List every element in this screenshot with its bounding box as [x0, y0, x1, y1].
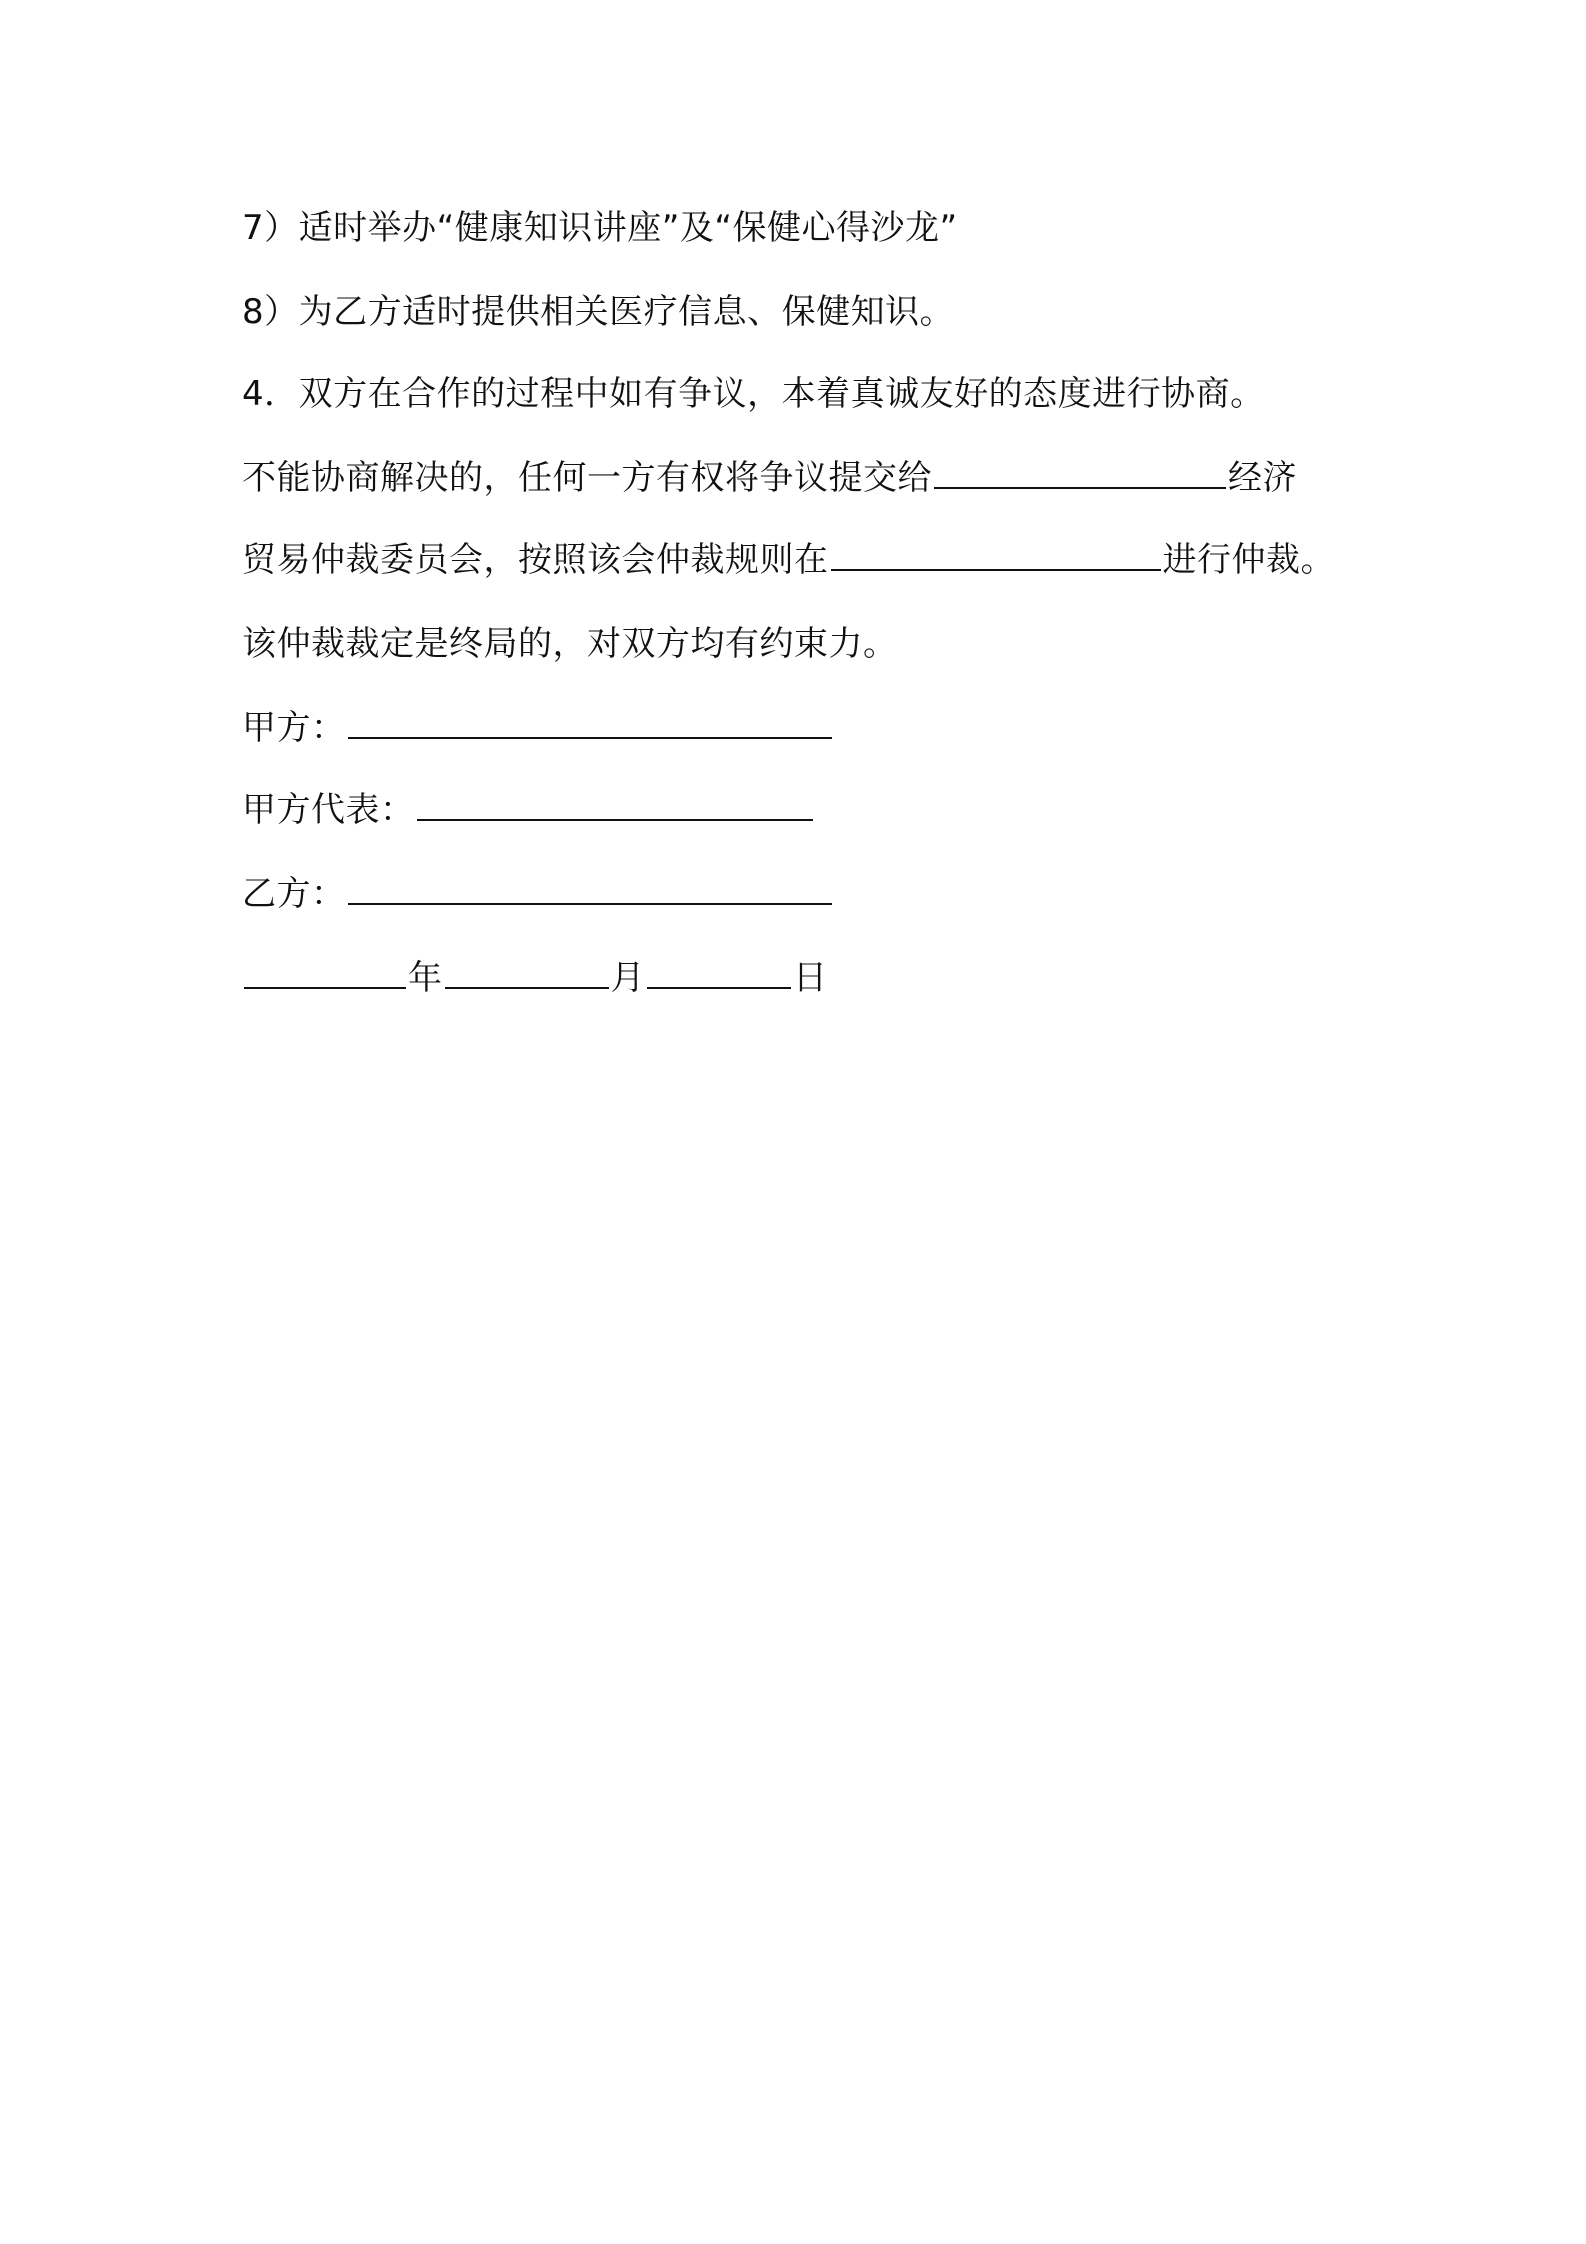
party-a-rep-signature-line — [242, 788, 815, 832]
month-blank[interactable] — [445, 957, 609, 989]
party-a-signature-line — [242, 706, 834, 750]
clause-4-text-2a: 不能协商解决的，任何一方有权将争议提交给 — [242, 458, 932, 498]
year-label: 年 — [408, 958, 443, 998]
clause-4-line-3 — [242, 538, 1335, 582]
item-7 — [242, 206, 958, 250]
party-a-label: 甲方： — [242, 708, 346, 748]
clause-4-line-2 — [242, 456, 1297, 500]
clause-4-text-3b: 进行仲裁。 — [1162, 540, 1335, 580]
clause-4-text-2b: 经济 — [1228, 458, 1297, 498]
party-a-rep-blank[interactable] — [417, 789, 813, 821]
arbitration-commission-blank[interactable] — [934, 457, 1226, 489]
arbitration-place-blank[interactable] — [831, 539, 1161, 571]
item-8-text: 8）为乙方适时提供相关医疗信息、保健知识。 — [242, 292, 955, 332]
party-b-label: 乙方： — [242, 874, 346, 914]
clause-4-text-1: 4．双方在合作的过程中如有争议，本着真诚友好的态度进行协商。 — [242, 374, 1265, 414]
date-line — [242, 956, 828, 1000]
item-7-text: 7）适时举办“健康知识讲座”及“保健心得沙龙” — [242, 208, 958, 248]
party-a-rep-label: 甲方代表： — [242, 790, 415, 830]
day-blank[interactable] — [647, 957, 791, 989]
day-label: 日 — [793, 958, 828, 998]
item-8 — [242, 290, 954, 334]
year-blank[interactable] — [244, 957, 406, 989]
clause-4-text-3a: 贸易仲裁委员会，按照该会仲裁规则在 — [242, 540, 829, 580]
party-a-blank[interactable] — [348, 707, 832, 739]
party-b-signature-line — [242, 872, 834, 916]
clause-4-line-4 — [242, 622, 898, 666]
clause-4-text-4: 该仲裁裁定是终局的，对双方均有约束力。 — [242, 624, 898, 664]
clause-4-line-1 — [242, 372, 1265, 416]
party-b-blank[interactable] — [348, 873, 832, 905]
month-label: 月 — [610, 958, 645, 998]
